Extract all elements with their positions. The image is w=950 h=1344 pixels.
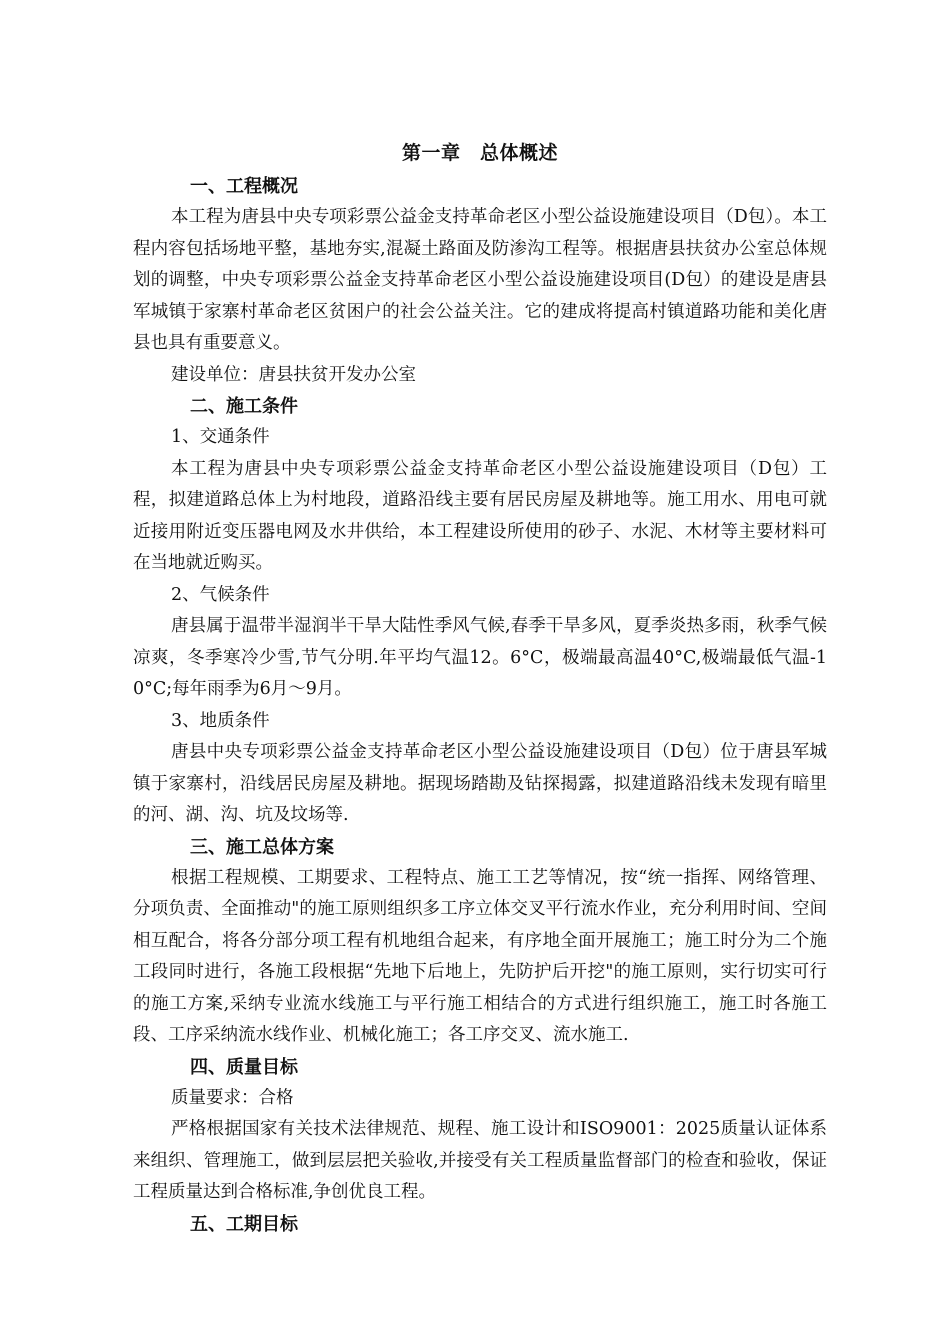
paragraph-quality-standards: 严格根据国家有关技术法律规范、规程、施工设计和ISO9001：2025质量认证体系来组织、管理施工，做到层层把关验收,并接受有关工程质量监督部门的检查和验收，保证工程质量达到合格标准,争创优良工程。 (133, 1119, 827, 1202)
section-heading-construction-conditions: 二、施工条件 (190, 396, 298, 417)
document-body (133, 136, 827, 1240)
section-heading-overall-plan: 三、施工总体方案 (190, 836, 334, 858)
paragraph-construction-unit: 建设单位：唐县扶贫开发办公室 (171, 364, 416, 385)
paragraph-geology-conditions: 唐县中央专项彩票公益金支持革命老区小型公益设施建设项目（D包）位于唐县军城镇于家寨村，沿线居民房屋及耕地。据现场踏勘及钻探揭露，拟建道路沿线未发现有暗里的河、湖、沟、坑及坟场等. (133, 742, 827, 825)
subheading-traffic-conditions: 1、交通条件 (171, 427, 270, 447)
chapter-title: 第一章 总体概述 (401, 142, 558, 164)
subheading-climate-conditions: 2、气候条件 (171, 584, 270, 605)
section-heading-schedule-target: 五、工期目标 (190, 1213, 298, 1235)
paragraph-climate-conditions: 唐县属于温带半湿润半干旱大陆性季风气候,春季干旱多风，夏季炎热多雨，秋季气候凉爽，冬季寒冷少雪,节气分明.年平均气温12。6°C，极端最高温40°C,极端最低气温-10°C;每年雨季为6月～9月。 (133, 616, 827, 699)
paragraph-quality-requirement: 质量要求：合格 (171, 1087, 294, 1108)
section-heading-quality-target: 四、质量目标 (190, 1056, 298, 1078)
paragraph-traffic-conditions: 本工程为唐县中央专项彩票公益金支持革命老区小型公益设施建设项目（D包）工程，拟建道路总体上为村地段，道路沿线主要有居民房屋及耕地等。施工用水、用电可就近接用附近变压器电网及水井供给，本工程建设所使用的砂子、水泥、木材等主要材料可在当地就近购买。 (133, 458, 827, 573)
subheading-geology-conditions: 3、地质条件 (171, 710, 270, 731)
paragraph-project-overview: 本工程为唐县中央专项彩票公益金支持革命老区小型公益设施建设项目（D包）。本工程内容包括场地平整，基地夯实,混凝土路面及防渗沟工程等。根据唐县扶贫办公室总体规划的调整，中央专项彩票公益金支持革命老区小型公益设施建设项目(D包）的建设是唐县军城镇于家寨村革命老区贫困户的社会公益关注。它的建成将提高村镇道路功能和美化唐县也具有重要意义。 (133, 207, 827, 353)
section-heading-project-overview: 一、工程概况 (190, 176, 298, 197)
paragraph-overall-plan: 根据工程规模、工期要求、工程特点、施工工艺等情况，按“统一指挥、网络管理、分项负责、全面推动"的施工原则组织多工序立体交叉平行流水作业，充分利用时间、空间相互配合，将各分部分项工程有机地组合起来，有序地全面开展施工；施工时分为二个施工段同时进行，各施工段根据“先地下后地上，先防护后开挖"的施工原则，实行切实可行的施工方案,采纳专业流水线施工与平行施工相结合的方式进行组织施工，施工时各施工段、工序采纳流水线作业、机械化施工；各工序交叉、流水施工. (133, 867, 827, 1045)
